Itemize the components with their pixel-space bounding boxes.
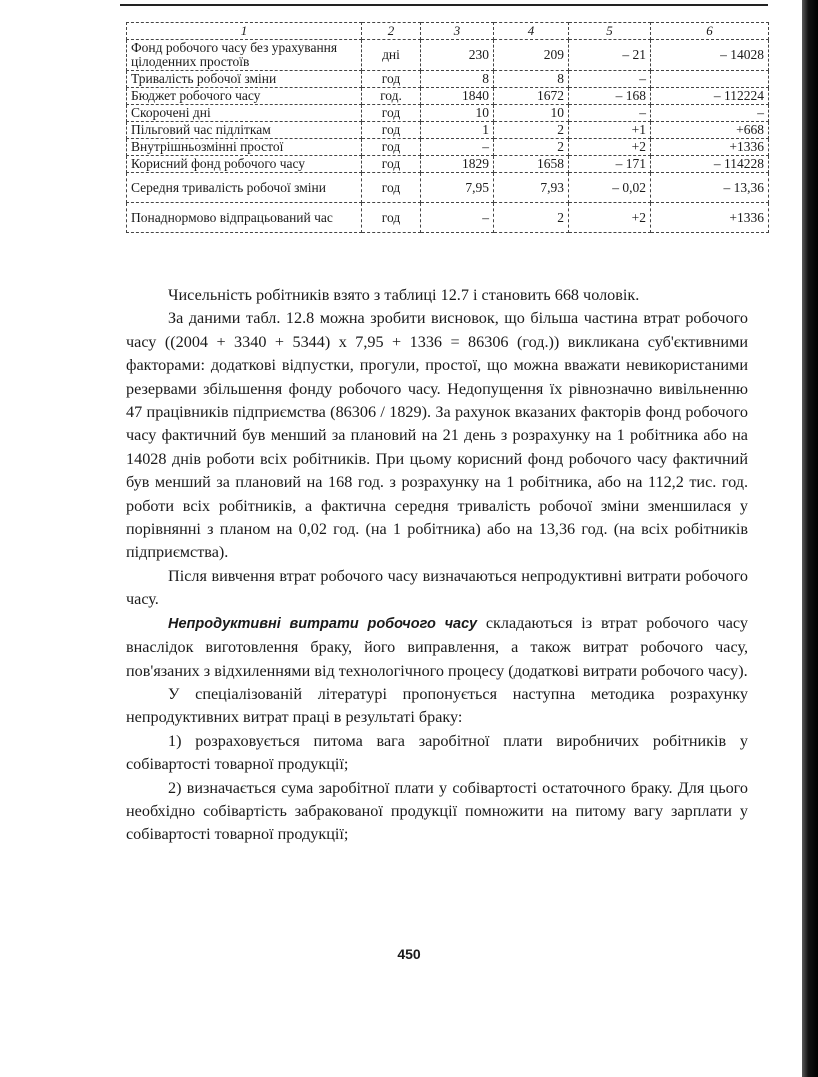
plan-cell: – [421,203,494,233]
paragraph: У спеціалізованій літературі пропонується наступна методика розрахунку непродуктивних витрат праці в результаті браку: [126,684,748,727]
plan-cell: 1829 [421,156,494,173]
unit-cell: год [362,139,421,156]
row-name-cell: Понаднормово відпрацьований час [127,203,362,233]
header-cell: 3 [421,23,494,40]
table-row [127,71,769,88]
row-name-cell: Скорочені дні [127,105,362,122]
table-row [127,173,769,203]
paragraph-rest: складаються із втрат робочого часу внаслідок виготовлення браку, його виправлення, а також витрат робочого часу, пов'язаних з відхиленнями від технологічного процесу (додаткові витрати робочого часу). [126,613,748,680]
unit-cell: год. [362,88,421,105]
per-worker-deviation-cell: – 171 [569,156,651,173]
unit-cell: год [362,122,421,139]
table-row [127,105,769,122]
table-header-row [127,23,769,40]
per-worker-deviation-cell: – [569,71,651,88]
unit-cell: год [362,71,421,88]
row-name-cell: Фонд робочого часу без урахування цілоденних простоїв [127,40,362,71]
per-worker-deviation-cell: – 21 [569,40,651,71]
defined-term: Непродуктивні витрати робочого часу [168,615,478,632]
paragraph: Чисельність робітників взято з таблиці 12.7 і становить 668 чоловік. [168,286,640,304]
header-cell: 2 [362,23,421,40]
row-name-cell: Пільговий час підліткам [127,122,362,139]
unit-cell: год [362,203,421,233]
table-row [127,88,769,105]
header-cell: 4 [494,23,569,40]
paragraph: Після вивчення втрат робочого часу визначаються непродуктивні витрати робочого часу. [126,566,748,609]
all-workers-deviation-cell: – [651,105,769,122]
row-name-cell: Внутрішньозмінні простої [127,139,362,156]
all-workers-deviation-cell: +668 [651,122,769,139]
per-worker-deviation-cell: +2 [569,203,651,233]
unit-cell: год [362,173,421,203]
fact-cell: 2 [494,139,569,156]
all-workers-deviation-cell: +1336 [651,139,769,156]
plan-cell: 10 [421,105,494,122]
fact-cell: 209 [494,40,569,71]
fact-cell: 2 [494,203,569,233]
scan-edge-shadow [802,0,818,1077]
table-row [127,122,769,139]
row-name-cell: Корисний фонд робочого часу [127,156,362,173]
fact-cell: 1658 [494,156,569,173]
plan-cell: 230 [421,40,494,71]
per-worker-deviation-cell: +2 [569,139,651,156]
per-worker-deviation-cell: – 168 [569,88,651,105]
header-cell: 6 [651,23,769,40]
plan-cell: 1 [421,122,494,139]
all-workers-deviation-cell: – 112224 [651,88,769,105]
paragraph: 1) розраховується питома вага заробітної плати виробничих робітників у собівартості товарної продукції; [126,731,748,774]
all-workers-deviation-cell: +1336 [651,203,769,233]
header-cell: 1 [127,23,362,40]
table-row [127,139,769,156]
paragraph: 2) визначається сума заробітної плати у собівартості остаточного браку. Для цього необхідно собівартість забракованої продукції помножити на питому вагу зарплати у собівартості товарної продукції; [126,778,748,844]
all-workers-deviation-cell [651,71,769,88]
fact-cell: 7,93 [494,173,569,203]
fact-cell: 2 [494,122,569,139]
unit-cell: год [362,156,421,173]
per-worker-deviation-cell: – [569,105,651,122]
table-row [127,156,769,173]
all-workers-deviation-cell: – 14028 [651,40,769,71]
plan-cell: 1840 [421,88,494,105]
unit-cell: год [362,105,421,122]
per-worker-deviation-cell: – 0,02 [569,173,651,203]
table-row [127,203,769,233]
table-row [127,40,769,71]
fact-cell: 1672 [494,88,569,105]
all-workers-deviation-cell: – 114228 [651,156,769,173]
page-number: 450 [397,946,421,962]
plan-cell: 8 [421,71,494,88]
paragraph: За даними табл. 12.8 можна зробити висновок, що більша частина втрат робочого часу ((2004 + 3340 + 5344) х 7,95 + 1336 = 86306 (год.)) викликана суб'єктивними факторами: додаткові відпустки, прогули, простої, що можна вважати невикористаними резервами збільшення фонду робочого часу. Недопущення їх рівнозначно вивільненню 47 працівників підприємства (86306 / 1829). За рахунок вказаних факторів фонд робочого часу фактичний був менший за плановий на 21 день з розрахунку на 1 робітника або на 14028 днів роботи всіх робітників. При цьому корисний фонд робочого часу фактичний був менший за плановий на 168 год. з розрахунку на 1 робітника, або на 112,2 тис. год. роботи всіх робітників, а фактична середня тривалість робочої зміни зменшилася у порівнянні з планом на 0,02 год. (на 1 робітника) або на 13,36 год. (на всіх робітників підприємства). [126,309,748,562]
header-cell: 5 [569,23,651,40]
plan-cell: – [421,139,494,156]
top-rule [120,4,768,6]
paragraph [126,612,748,683]
body-text [126,284,748,847]
row-name-cell: Бюджет робочого часу [127,88,362,105]
plan-cell: 7,95 [421,173,494,203]
work-time-table [126,22,769,233]
row-name-cell: Середня тривалість робочої зміни [127,173,362,203]
all-workers-deviation-cell: – 13,36 [651,173,769,203]
unit-cell: дні [362,40,421,71]
per-worker-deviation-cell: +1 [569,122,651,139]
fact-cell: 8 [494,71,569,88]
fact-cell: 10 [494,105,569,122]
row-name-cell: Тривалість робочої зміни [127,71,362,88]
